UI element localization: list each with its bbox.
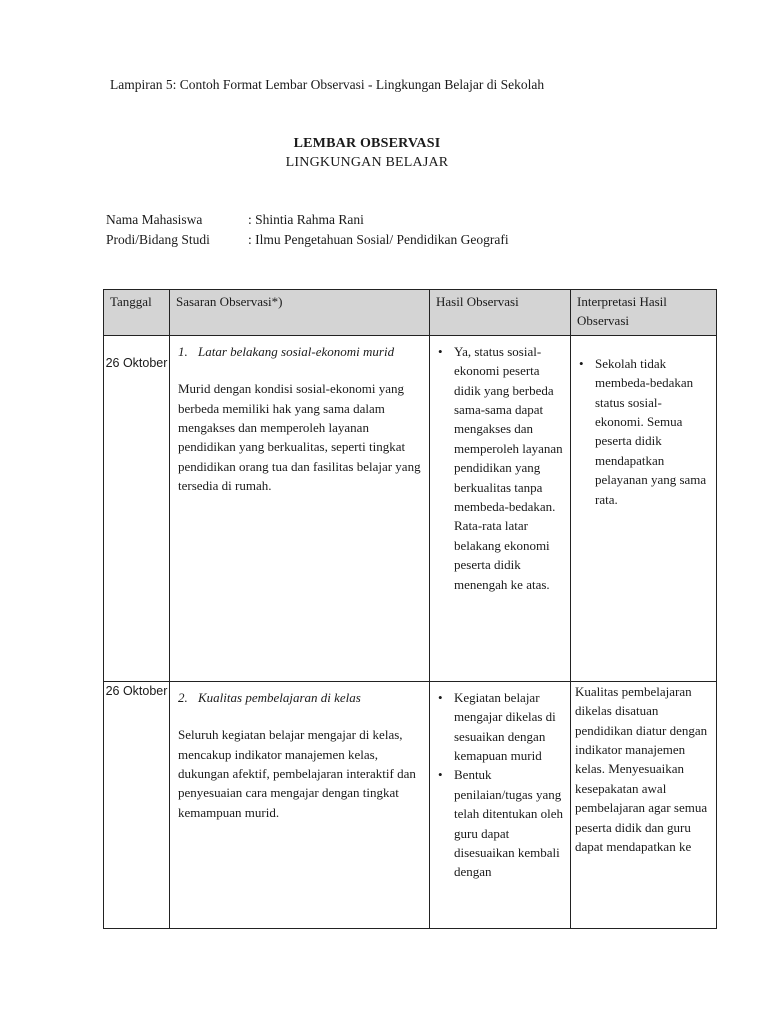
- list-item: • Ya, status sosial-ekonomi peserta didik yang berbeda sama-sama dapat mengakses dan memperoleh layanan pendidikan yang berkualitas tanpa membeda-bedakan. Rata-rata latar belakang ekonomi peserta didik menengah ke atas.: [434, 342, 564, 594]
- list-item: • Sekolah tidak membeda-bedakan status sosial-ekonomi. Semua peserta didik mendapatkan pelayanan yang sama rata.: [575, 354, 710, 509]
- observation-table: [103, 289, 717, 929]
- info-value: : Shintia Rahma Rani: [248, 212, 364, 227]
- table-header-row: [104, 290, 717, 336]
- topic-number: 2.: [178, 689, 188, 705]
- cell-result: [430, 681, 571, 928]
- target-topic: [178, 342, 421, 361]
- table-row: [104, 681, 717, 928]
- target-description: Murid dengan kondisi sosial-ekonomi yang berbeda memiliki hak yang sama dalam mengakses dan memperoleh layanan pendidikan yang berkualitas, seperti tingkat pendidikan orang tua dan fasilitas belajar yang tersedia di rumah.: [178, 381, 421, 494]
- info-value: : Ilmu Pengetahuan Sosial/ Pendidikan Geografi: [248, 232, 509, 247]
- info-label: Nama Mahasiswa: [106, 212, 203, 227]
- topic-number: 1.: [178, 343, 188, 359]
- cell-result: [430, 335, 571, 681]
- cell-interpretation: [571, 335, 717, 681]
- table-row: [104, 335, 717, 681]
- cell-target: [170, 681, 430, 928]
- header-target: Sasaran Observasi*): [170, 290, 430, 336]
- cell-date: 26 Oktober: [104, 335, 170, 681]
- header-date: Tanggal: [104, 290, 170, 336]
- cell-target: [170, 335, 430, 681]
- cell-date: 26 Oktober: [104, 681, 170, 928]
- topic-text: Kualitas pembelajaran di kelas: [198, 689, 361, 705]
- topic-text: Latar belakang sosial-ekonomi murid: [198, 343, 395, 359]
- target-topic: [178, 688, 421, 707]
- target-description: Seluruh kegiatan belajar mengajar di kelas, mencakup indikator manajemen kelas, dukungan afektif, pembelajaran interaktif dan penyesuaian cara mengajar dengan tingkat kemampuan murid.: [178, 727, 416, 820]
- header-interpretation: Interpretasi Hasil Observasi: [571, 290, 717, 336]
- info-label: Prodi/Bidang Studi: [106, 232, 210, 247]
- interpretation-text: Kualitas pembelajaran dikelas disatuan pendidikan diatur dengan indikator manajemen kelas. Menyesuaikan kesepakatan awal pembelajaran agar semua peserta didik dan guru dapat mendapatkan ke: [575, 683, 708, 855]
- cell-interpretation: [571, 681, 717, 928]
- document-caption: Lampiran 5: Contoh Format Lembar Observasi - Lingkungan Belajar di Sekolah: [110, 77, 545, 92]
- list-item: • Bentuk penilaian/tugas yang telah ditentukan oleh guru dapat disesuaikan kembali dengan: [434, 765, 564, 881]
- document-subtitle: LINGKUNGAN BELAJAR: [285, 155, 449, 170]
- header-result: Hasil Observasi: [430, 290, 571, 336]
- document-title: LEMBAR OBSERVASI: [293, 136, 441, 151]
- list-item: • Kegiatan belajar mengajar dikelas di sesuaikan dengan kemapuan murid: [434, 688, 564, 766]
